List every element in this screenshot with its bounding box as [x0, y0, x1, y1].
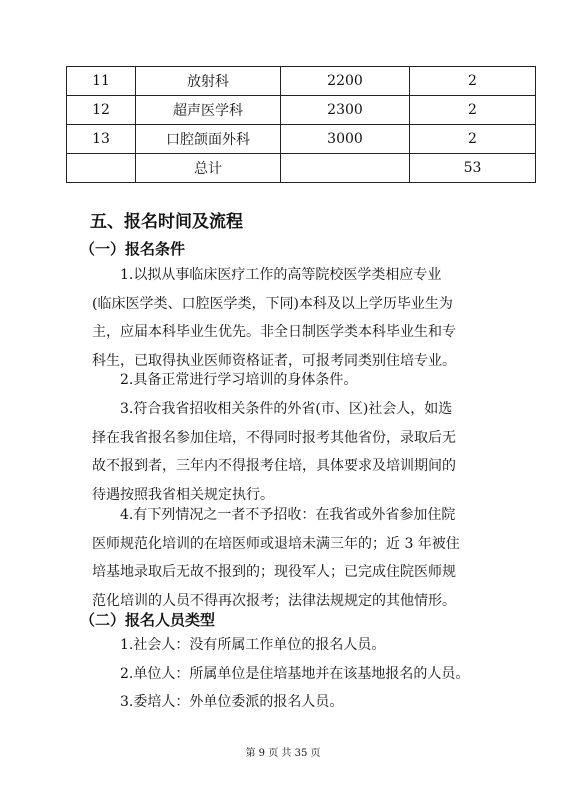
table-cell: 总计 [136, 154, 281, 183]
paragraph-item-2 [92, 366, 492, 395]
text-line: 医师规范化培训的在培医师或退培未满三年的；近 3 年被住 [92, 535, 460, 552]
table-cell: 2200 [281, 67, 410, 96]
table-cell: 12 [67, 96, 136, 125]
text-line: 主，应届本科毕业生优先。非全日制医学类本科毕业生和专 [92, 324, 456, 341]
table-cell: 2 [410, 125, 536, 154]
text-line: 3.委培人：外单位委派的报名人员。 [120, 694, 344, 710]
section-heading: 五、报名时间及流程 [90, 212, 243, 232]
table-cell: 2300 [281, 96, 410, 125]
table-cell: 3000 [281, 125, 410, 154]
quota-table [66, 66, 536, 183]
paragraph-item-4 [92, 501, 492, 615]
text-line: 2.具备正常进行学习培训的身体条件。 [120, 372, 358, 388]
table-cell: 13 [67, 125, 136, 154]
text-line: 培基地录取后无故不报到的；现役军人；已完成住院医师规 [92, 564, 456, 581]
paragraph-item-3 [92, 395, 492, 509]
table-cell: 口腔颌面外科 [136, 125, 281, 154]
table-row [67, 67, 536, 96]
text-line: 2.单位人：所属单位是住培基地并在该基地报名的人员。 [120, 666, 470, 682]
subsection-heading: （一）报名条件 [80, 240, 186, 258]
table-row [67, 125, 536, 154]
table-cell: 超声医学科 [136, 96, 281, 125]
subsection-heading: （二）报名人员类型 [80, 611, 216, 629]
text-line: 1.以拟从事临床医疗工作的高等院校医学类相应专业 [120, 267, 442, 283]
text-line: 科生，已取得执业医师资格证者，可报考同类别住培专业。 [92, 352, 456, 369]
table-cell: 53 [410, 154, 536, 183]
text-line: 3.符合我省招收相关条件的外省(市、区)社会人，如选 [120, 401, 453, 417]
table-cell: 2 [410, 67, 536, 96]
table-cell [281, 154, 410, 183]
table-row [67, 96, 536, 125]
page-footer: 第 9 页 共 35 页 [245, 748, 321, 759]
paragraph-item-1 [92, 261, 492, 375]
table-row-total [67, 154, 536, 183]
text-line: 择在我省报名参加住培，不得同时报考其他省份，录取后无 [92, 429, 456, 446]
text-line: 故不报到者，三年内不得报考住培，具体要求及培训期间的 [92, 458, 456, 475]
table-cell: 放射科 [136, 67, 281, 96]
table-cell: 11 [67, 67, 136, 96]
table-cell [67, 154, 136, 183]
paragraph-type-2 [92, 660, 492, 689]
paragraph-type-3 [92, 688, 492, 717]
text-line: 4.有下列情况之一者不予招收：在我省或外省参加住院 [120, 507, 456, 523]
paragraph-type-1 [92, 631, 492, 660]
text-line: 1.社会人：没有所属工作单位的报名人员。 [120, 637, 386, 653]
table-cell: 2 [410, 96, 536, 125]
text-line: (临床医学类、口腔医学类，下同)本科及以上学历毕业生为 [92, 295, 453, 312]
text-line: 待遇按照我省相关规定执行。 [92, 486, 274, 503]
text-line: 范化培训的人员不得再次报考；法律法规规定的其他情形。 [92, 592, 456, 609]
